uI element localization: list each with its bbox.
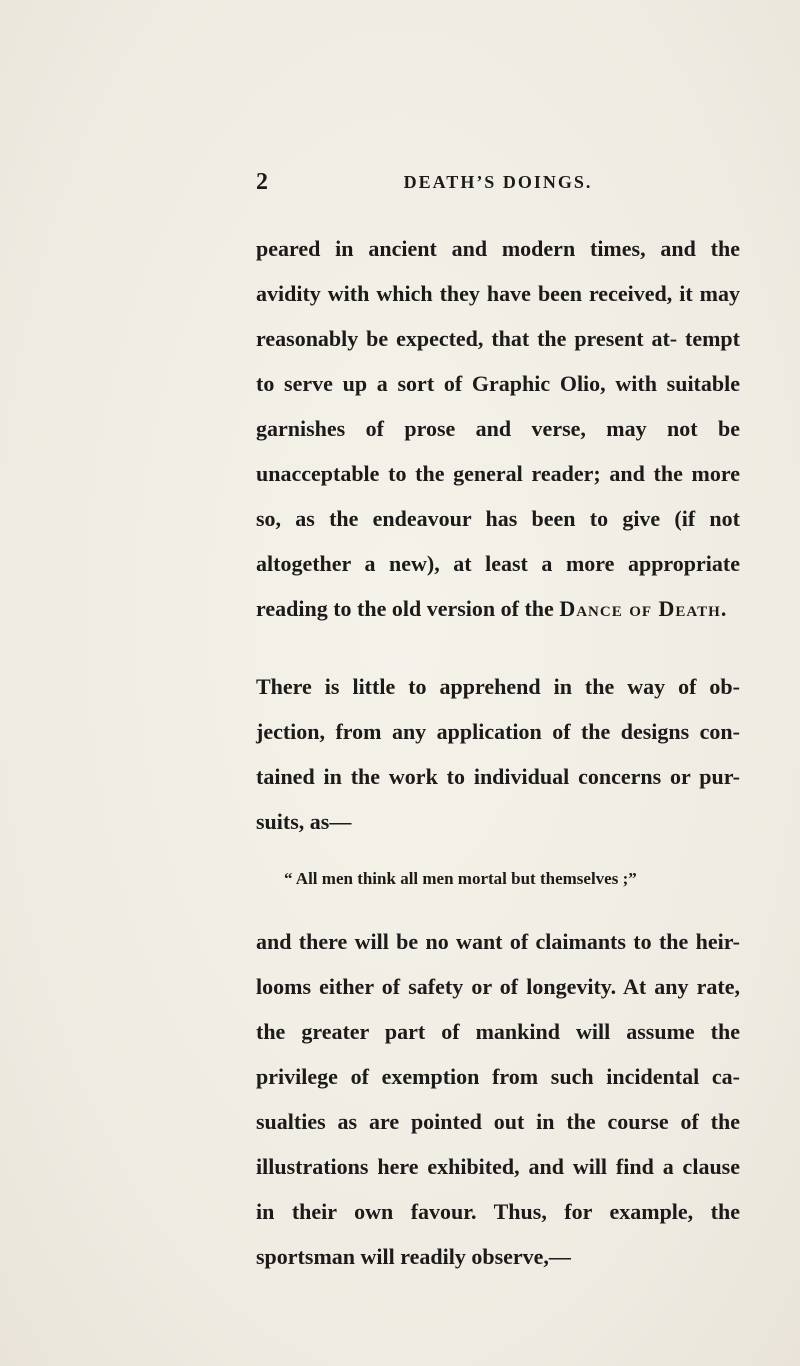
paragraph-1-end: .: [720, 596, 727, 621]
paragraph-1: [256, 226, 740, 631]
running-head: [256, 164, 740, 200]
body-text: [256, 226, 740, 1279]
paragraph-3: and there will be no want of claimants to the heir-looms either of safety or of longevity. At any rate, the greater part of mankind will assume the privilege of exemption from such incidental ca- sualties as are pointed out in the course of the illustrations here exhibited, and will find a clause in their own favour. Thus, for example, the sportsman will readily observe,—: [256, 929, 740, 1269]
running-title: DEATH’S DOINGS.: [403, 172, 593, 192]
page-number: 2: [256, 169, 268, 195]
paragraph-1-text: peared in ancient and modern times, and the avidity with which they have been received, it may reasonably be expected, that the present at- tempt to serve up a sort of Graphic Olio, with suitable garnishes of prose and verse, may not be unacceptable to the general reader; and the more so, as the endeavour has been to give (if not altogether a new), at least a more appropriate reading to the old version of the: [256, 236, 740, 621]
paragraph-2: There is little to apprehend in the way of ob- jection, from any application of the designs con- tained in the work to individual concerns or pur- suits, as—: [256, 674, 740, 834]
quotation: “ All men think all men mortal but themselves ;”: [284, 869, 637, 888]
dance-of-death-title: Dance of Death: [559, 596, 721, 621]
paragraph-gap: [256, 631, 740, 664]
